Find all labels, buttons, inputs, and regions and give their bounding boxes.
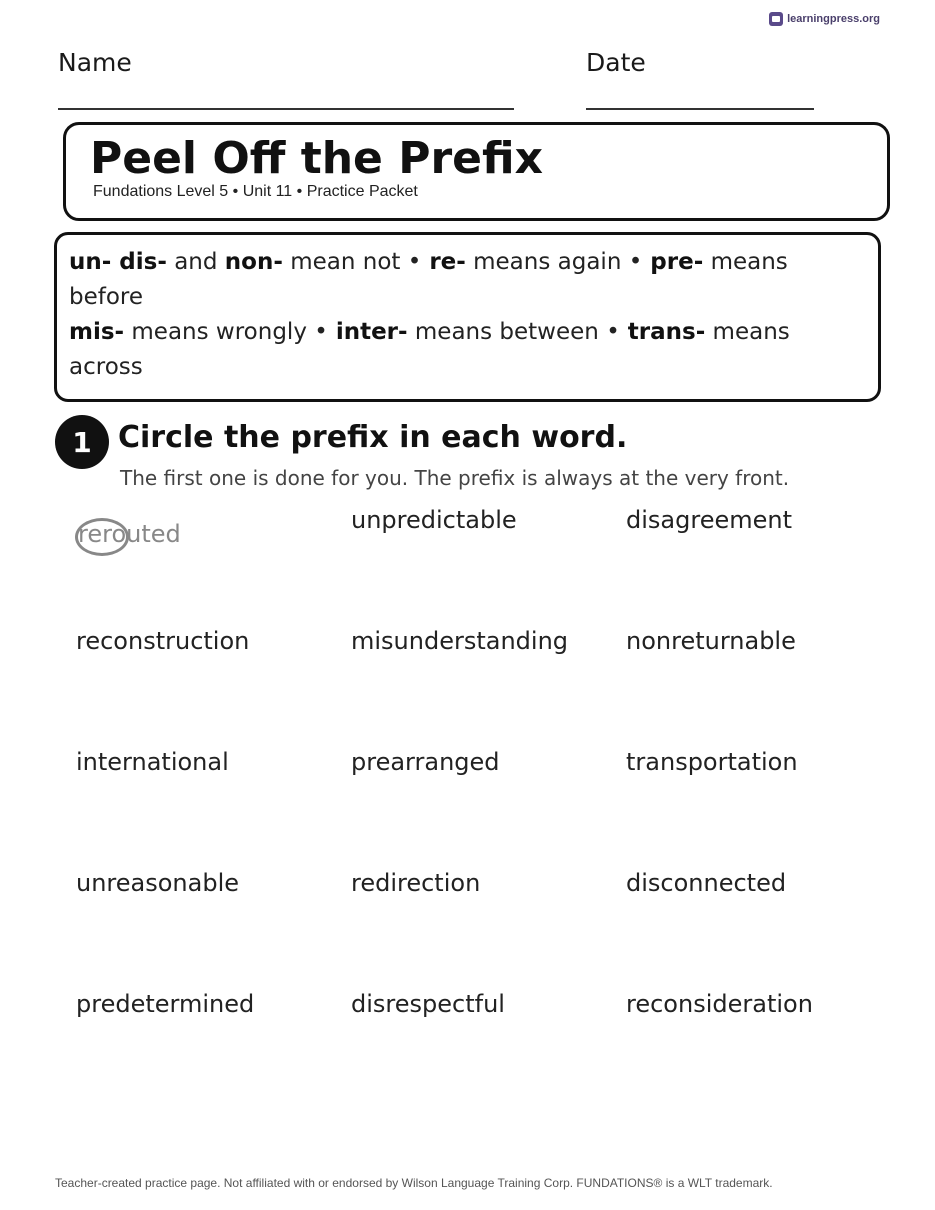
page-subtitle: Fundations Level 5 • Unit 11 • Practice Packet [93,183,418,200]
date-label: Date [586,48,646,77]
separator-dot: • [628,249,643,275]
word-item[interactable]: prearranged [351,748,500,776]
word-item[interactable]: international [76,748,229,776]
prefix-key-box [54,232,881,402]
prefix-meaning: means wrongly [124,319,315,345]
prefix-term: pre- [642,249,704,275]
prefix-term: un- dis- [69,249,167,275]
word-item[interactable]: transportation [626,748,798,776]
word-item[interactable]: misunderstanding [351,627,569,655]
name-label: Name [58,48,132,77]
footer-disclaimer: Teacher-created practice page. Not affiliated with or endorsed by Wilson Language Training Corp. FUNDATIONS® is a WLT trademark. [55,1176,773,1190]
word-item[interactable]: unpredictable [351,506,517,534]
word-item[interactable]: unreasonable [76,869,240,897]
prefix-meaning: and [166,249,225,275]
separator-dot: • [407,249,422,275]
prefix-term: trans- [619,319,706,345]
word-item[interactable]: redirection [351,869,481,897]
example-word [78,520,181,548]
title-box [63,122,890,221]
section-number-badge: 1 [55,415,109,469]
prefix-term: inter- [327,319,408,345]
name-line[interactable] [58,108,514,110]
word-item[interactable]: disconnected [626,869,787,897]
prefix-meaning: mean not [282,249,408,275]
book-icon [769,12,783,26]
prefix-key-line-1 [69,245,866,315]
word-item[interactable]: nonreturnable [626,627,796,655]
word-item[interactable]: reconsideration [626,990,813,1018]
section-instruction: The first one is done for you. The prefix is always at the very front. [120,466,790,490]
date-line[interactable] [586,108,814,110]
section-title: Circle the prefix in each word. [118,420,628,455]
example-word-rest: routed [102,520,181,548]
brand-text: learningpress.org [787,13,880,25]
word-item[interactable]: disagreement [626,506,792,534]
prefix-term: mis- [69,319,125,345]
prefix-term: re- [421,249,466,275]
separator-dot: • [606,319,620,345]
prefix-key-line-2 [69,315,866,385]
prefix-meaning: means again [465,249,629,275]
word-item[interactable]: disrespectful [351,990,505,1018]
prefix-meaning: means between [407,319,607,345]
prefix-meaning: means before [69,249,788,310]
separator-dot: • [314,319,328,345]
page-title: Peel Off the Prefix [90,133,543,184]
word-item[interactable]: reconstruction [76,627,250,655]
word-item[interactable]: predetermined [76,990,255,1018]
circled-prefix: re [78,520,103,548]
brand-logo [769,12,880,26]
prefix-meaning: means across [69,319,790,380]
prefix-term: non- [224,249,283,275]
